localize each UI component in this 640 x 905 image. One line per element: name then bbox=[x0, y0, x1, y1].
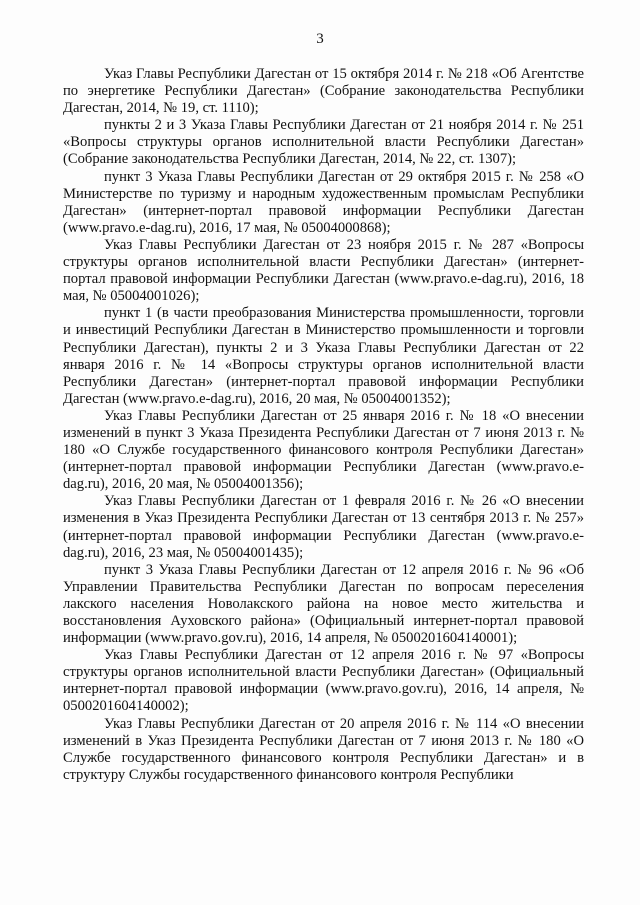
paragraph-decree-18: Указ Главы Республики Дагестан от 25 января 2016 г. № 18 «О внесении изменений в пункт 3 Указа Президента Республики Дагестан от 7 июня 2013 г. № 180 «О Службе государственного финансового контроля Республики Дагестан» (интернет-портал правовой информации Республики Дагестан (www.pravo.e-dag.ru), 2016, 20 мая, № 05004001356); bbox=[63, 407, 584, 493]
paragraph-decree-114: Указ Главы Республики Дагестан от 20 апреля 2016 г. № 114 «О внесении изменений в Указ Президента Республики Дагестан от 7 июня 2013 г. № 180 «О Службе государственного финансового контроля Республики Дагестан» и в структуру Службы государственного финансового контроля Республики bbox=[63, 715, 584, 783]
paragraph-decree-26: Указ Главы Республики Дагестан от 1 февраля 2016 г. № 26 «О внесении изменения в Указ Президента Республики Дагестан от 13 сентября 2013 г. № 257» (интернет-портал правовой информации Республики Дагестан (www.pravo.e-dag.ru), 2016, 23 мая, № 05004001435); bbox=[63, 493, 584, 561]
paragraph-decree-287: Указ Главы Республики Дагестан от 23 ноября 2015 г. № 287 «Вопросы структуры органов исполнительной власти Республики Дагестан» (интернет-портал правовой информации Республики Дагестан (www.pravo.e-dag.ru), 2016, 18 мая, № 05004001026); bbox=[63, 236, 584, 305]
page-number: 3 bbox=[316, 31, 324, 47]
document-body bbox=[63, 66, 584, 784]
paragraph-decree-14: пункт 1 (в части преобразования Министерства промышленности, торговли и инвестиций Республики Дагестан в Министерство промышленности и торговли Республики Дагестан), пункты 2 и 3 Указа Главы Республики Дагестан от 22 января 2016 г. № 14 «Вопросы структуры органов исполнительной власти Республики Дагестан» (интернет-портал правовой информации Республики Дагестан (www.pravo.e-dag.ru), 2016, 20 мая, № 05004001352); bbox=[63, 305, 584, 407]
paragraph-decree-218: Указ Главы Республики Дагестан от 15 октября 2014 г. № 218 «Об Агентстве по энергетике Республики Дагестан» (Собрание законодательства Республики Дагестан, 2014, № 19, ст. 1110); bbox=[63, 66, 584, 117]
paragraph-decree-96: пункт 3 Указа Главы Республики Дагестан от 12 апреля 2016 г. № 96 «Об Управлении Правительства Республики Дагестан по вопросам переселения лакского населения Новолакского района на новое место жительства и восстановления Ауховского района» (Официальный интернет-портал правовой информации (www.pravo.gov.ru), 2016, 14 апреля, № 0500201604140001); bbox=[63, 561, 584, 647]
paragraph-decree-251: пункты 2 и 3 Указа Главы Республики Дагестан от 21 ноября 2014 г. № 251 «Вопросы структуры органов исполнительной власти Республики Дагестан» (Собрание законодательства Республики Дагестан, 2014, № 22, ст. 1307); bbox=[63, 117, 584, 168]
paragraph-decree-97: Указ Главы Республики Дагестан от 12 апреля 2016 г. № 97 «Вопросы структуры органов исполнительной власти Республики Дагестан» (Официальный интернет-портал правовой информации (www.pravo.gov.ru), 2016, 14 апреля, № 0500201604140002); bbox=[63, 647, 584, 715]
paragraph-decree-258: пункт 3 Указа Главы Республики Дагестан от 29 октября 2015 г. № 258 «О Министерстве по туризму и народным художественным промыслам Республики Дагестан» (интернет-портал правовой информации Республики Дагестан (www.pravo.e-dag.ru), 2016, 17 мая, № 05004000868); bbox=[63, 168, 584, 236]
